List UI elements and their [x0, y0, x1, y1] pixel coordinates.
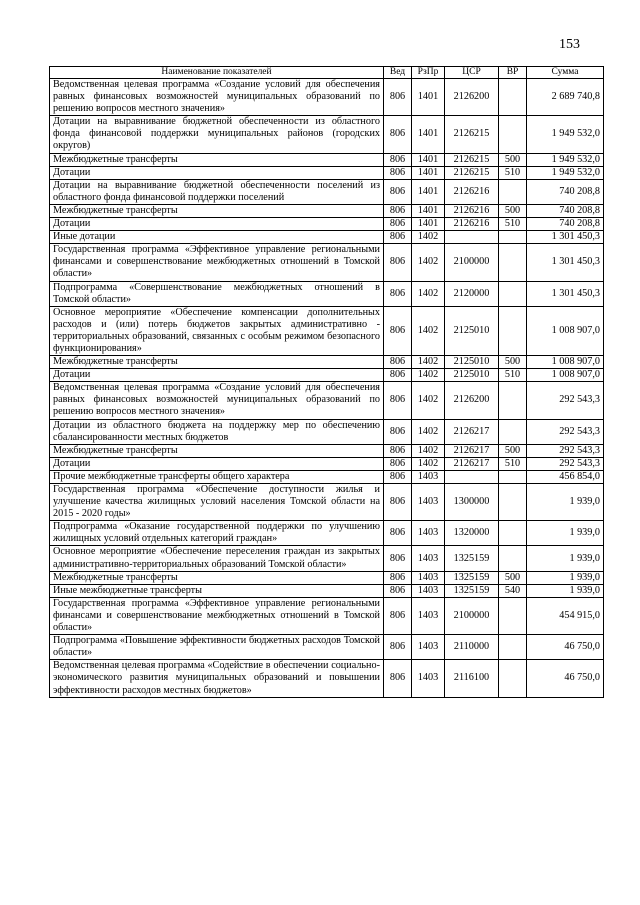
cell-ved: 806: [384, 281, 412, 306]
cell-ved: 806: [384, 660, 412, 697]
cell-ved: 806: [384, 584, 412, 597]
cell-sum: 740 208,8: [527, 218, 604, 231]
cell-csr: [445, 470, 499, 483]
cell-rzpr: 1401: [412, 204, 445, 217]
column-header-rzpr: РзПр: [412, 67, 445, 79]
table-row: [50, 166, 604, 179]
cell-ved: 806: [384, 635, 412, 660]
cell-vr: [499, 79, 527, 116]
table-header-row: [50, 67, 604, 79]
cell-csr: 2126217: [445, 444, 499, 457]
column-header-ved: Вед: [384, 67, 412, 79]
cell-vr: [499, 231, 527, 244]
cell-ved: 806: [384, 597, 412, 634]
cell-csr: 2126215: [445, 166, 499, 179]
cell-ved: 806: [384, 166, 412, 179]
cell-rzpr: 1402: [412, 356, 445, 369]
table-body: [50, 79, 604, 698]
cell-rzpr: 1402: [412, 306, 445, 355]
cell-ved: 806: [384, 546, 412, 571]
cell-rzpr: 1401: [412, 153, 445, 166]
table-row: [50, 218, 604, 231]
cell-name: Подпрограмма «Повышение эффективности бюджетных расходов Томской области»: [50, 635, 384, 660]
table-row: [50, 419, 604, 444]
cell-sum: 1 939,0: [527, 546, 604, 571]
cell-sum: 1 949 532,0: [527, 166, 604, 179]
cell-csr: 2100000: [445, 244, 499, 281]
cell-name: Межбюджетные трансферты: [50, 571, 384, 584]
table-row: [50, 484, 604, 521]
table-row: [50, 597, 604, 634]
cell-ved: 806: [384, 521, 412, 546]
table-row: [50, 204, 604, 217]
cell-vr: [499, 419, 527, 444]
cell-rzpr: 1402: [412, 419, 445, 444]
cell-csr: 2126216: [445, 179, 499, 204]
cell-sum: 454 915,0: [527, 597, 604, 634]
cell-sum: 1 939,0: [527, 484, 604, 521]
cell-rzpr: 1403: [412, 546, 445, 571]
cell-sum: 1 939,0: [527, 571, 604, 584]
cell-ved: 806: [384, 382, 412, 419]
cell-csr: 2126200: [445, 79, 499, 116]
cell-csr: 2120000: [445, 281, 499, 306]
cell-vr: [499, 116, 527, 153]
cell-rzpr: 1401: [412, 79, 445, 116]
cell-name: Дотации на выравнивание бюджетной обеспеченности из областного фонда финансовой поддержки муниципальных районов (городских округов): [50, 116, 384, 153]
cell-ved: 806: [384, 484, 412, 521]
cell-csr: 2126217: [445, 419, 499, 444]
cell-vr: [499, 597, 527, 634]
table-row: [50, 521, 604, 546]
table-row: [50, 444, 604, 457]
cell-vr: 500: [499, 571, 527, 584]
cell-ved: 806: [384, 369, 412, 382]
table-row: [50, 369, 604, 382]
cell-ved: 806: [384, 116, 412, 153]
cell-name: Государственная программа «Эффективное управление региональными финансами и совершенствование межбюджетных отношений в Томской области»: [50, 244, 384, 281]
cell-csr: 2125010: [445, 306, 499, 355]
cell-csr: 2126216: [445, 204, 499, 217]
cell-rzpr: 1403: [412, 484, 445, 521]
cell-name: Иные дотации: [50, 231, 384, 244]
cell-sum: 456 854,0: [527, 470, 604, 483]
cell-rzpr: 1402: [412, 244, 445, 281]
cell-csr: 1325159: [445, 584, 499, 597]
budget-table: [49, 66, 604, 698]
cell-name: Дотации из областного бюджета на поддержку мер по обеспечению сбалансированности местных бюджетов: [50, 419, 384, 444]
cell-sum: 292 543,3: [527, 457, 604, 470]
cell-vr: 510: [499, 166, 527, 179]
cell-rzpr: 1402: [412, 281, 445, 306]
cell-sum: 292 543,3: [527, 419, 604, 444]
cell-sum: 1 301 450,3: [527, 244, 604, 281]
cell-name: Дотации на выравнивание бюджетной обеспеченности поселений из областного фонда финансовой поддержки поселений: [50, 179, 384, 204]
cell-csr: 1325159: [445, 571, 499, 584]
cell-csr: 2110000: [445, 635, 499, 660]
table-row: [50, 231, 604, 244]
cell-ved: 806: [384, 457, 412, 470]
cell-ved: 806: [384, 218, 412, 231]
cell-ved: 806: [384, 244, 412, 281]
cell-rzpr: 1401: [412, 166, 445, 179]
cell-sum: 1 008 907,0: [527, 356, 604, 369]
cell-ved: 806: [384, 231, 412, 244]
table-row: [50, 382, 604, 419]
cell-name: Межбюджетные трансферты: [50, 356, 384, 369]
cell-name: Дотации: [50, 457, 384, 470]
cell-rzpr: 1403: [412, 521, 445, 546]
cell-vr: [499, 382, 527, 419]
cell-sum: 1 949 532,0: [527, 153, 604, 166]
cell-vr: 500: [499, 444, 527, 457]
table-row: [50, 356, 604, 369]
cell-csr: 2126215: [445, 153, 499, 166]
cell-csr: 2126217: [445, 457, 499, 470]
cell-ved: 806: [384, 419, 412, 444]
cell-ved: 806: [384, 204, 412, 217]
cell-name: Иные межбюджетные трансферты: [50, 584, 384, 597]
cell-name: Ведомственная целевая программа «Создание условий для обеспечения равных финансовых возможностей муниципальных образований по решению вопросов местного значения»: [50, 382, 384, 419]
cell-sum: 1 008 907,0: [527, 306, 604, 355]
table-row: [50, 457, 604, 470]
cell-rzpr: 1401: [412, 179, 445, 204]
table-row: [50, 635, 604, 660]
cell-csr: 2126215: [445, 116, 499, 153]
cell-name: Дотации: [50, 369, 384, 382]
cell-vr: 500: [499, 356, 527, 369]
cell-ved: 806: [384, 79, 412, 116]
table-row: [50, 584, 604, 597]
cell-vr: 500: [499, 204, 527, 217]
cell-rzpr: 1401: [412, 116, 445, 153]
cell-rzpr: 1403: [412, 660, 445, 697]
cell-csr: [445, 231, 499, 244]
cell-sum: 1 949 532,0: [527, 116, 604, 153]
cell-name: Межбюджетные трансферты: [50, 204, 384, 217]
cell-csr: 2126200: [445, 382, 499, 419]
column-header-csr: ЦСР: [445, 67, 499, 79]
cell-ved: 806: [384, 571, 412, 584]
cell-ved: 806: [384, 356, 412, 369]
cell-vr: [499, 281, 527, 306]
page-number: 153: [559, 37, 580, 52]
cell-name: Прочие межбюджетные трансферты общего характера: [50, 470, 384, 483]
cell-rzpr: 1401: [412, 218, 445, 231]
cell-rzpr: 1403: [412, 635, 445, 660]
cell-sum: 1 939,0: [527, 584, 604, 597]
cell-sum: 1 301 450,3: [527, 281, 604, 306]
column-header-sum: Сумма: [527, 67, 604, 79]
cell-sum: 740 208,8: [527, 204, 604, 217]
cell-csr: 2125010: [445, 369, 499, 382]
cell-ved: 806: [384, 470, 412, 483]
cell-name: Ведомственная целевая программа «Создание условий для обеспечения равных финансовых возможностей муниципальных образований по решению вопросов местного значения»: [50, 79, 384, 116]
cell-rzpr: 1402: [412, 444, 445, 457]
cell-vr: [499, 470, 527, 483]
cell-sum: 292 543,3: [527, 382, 604, 419]
cell-name: Межбюджетные трансферты: [50, 444, 384, 457]
cell-ved: 806: [384, 153, 412, 166]
column-header-vr: ВР: [499, 67, 527, 79]
cell-vr: [499, 484, 527, 521]
column-header-name: Наименование показателей: [50, 67, 384, 79]
cell-vr: [499, 546, 527, 571]
cell-vr: [499, 244, 527, 281]
cell-ved: 806: [384, 306, 412, 355]
cell-sum: 46 750,0: [527, 635, 604, 660]
cell-sum: 46 750,0: [527, 660, 604, 697]
cell-vr: [499, 521, 527, 546]
cell-ved: 806: [384, 444, 412, 457]
table-row: [50, 116, 604, 153]
cell-csr: 1320000: [445, 521, 499, 546]
cell-sum: 2 689 740,8: [527, 79, 604, 116]
table-row: [50, 470, 604, 483]
cell-ved: 806: [384, 179, 412, 204]
cell-vr: 510: [499, 218, 527, 231]
cell-sum: 1 301 450,3: [527, 231, 604, 244]
cell-name: Дотации: [50, 166, 384, 179]
cell-rzpr: 1403: [412, 571, 445, 584]
table-row: [50, 244, 604, 281]
cell-rzpr: 1402: [412, 457, 445, 470]
cell-vr: 500: [499, 153, 527, 166]
cell-vr: 540: [499, 584, 527, 597]
cell-rzpr: 1403: [412, 597, 445, 634]
cell-vr: [499, 660, 527, 697]
cell-name: Государственная программа «Эффективное управление региональными финансами и совершенствование межбюджетных отношений в Томской области»: [50, 597, 384, 634]
cell-name: Подпрограмма «Оказание государственной поддержки по улучшению жилищных условий отдельных категорий граждан»: [50, 521, 384, 546]
cell-sum: 1 008 907,0: [527, 369, 604, 382]
cell-rzpr: 1402: [412, 382, 445, 419]
cell-vr: 510: [499, 457, 527, 470]
table-row: [50, 281, 604, 306]
cell-rzpr: 1403: [412, 470, 445, 483]
table-row: [50, 179, 604, 204]
table-row: [50, 546, 604, 571]
cell-csr: 1325159: [445, 546, 499, 571]
table-row: [50, 306, 604, 355]
cell-sum: 740 208,8: [527, 179, 604, 204]
table-row: [50, 79, 604, 116]
cell-csr: 1300000: [445, 484, 499, 521]
cell-vr: [499, 306, 527, 355]
cell-sum: 1 939,0: [527, 521, 604, 546]
table-row: [50, 571, 604, 584]
cell-vr: [499, 635, 527, 660]
cell-csr: 2116100: [445, 660, 499, 697]
table-row: [50, 153, 604, 166]
cell-csr: 2100000: [445, 597, 499, 634]
cell-name: Государственная программа «Обеспечение доступности жилья и улучшение качества жилищных условий населения Томской области на 2015 - 2020 годы»: [50, 484, 384, 521]
cell-csr: 2125010: [445, 356, 499, 369]
cell-csr: 2126216: [445, 218, 499, 231]
cell-rzpr: 1402: [412, 231, 445, 244]
cell-name: Дотации: [50, 218, 384, 231]
cell-name: Основное мероприятие «Обеспечение переселения граждан из закрытых административно-территориальных образований Томской области»: [50, 546, 384, 571]
table-row: [50, 660, 604, 697]
cell-vr: 510: [499, 369, 527, 382]
cell-rzpr: 1403: [412, 584, 445, 597]
cell-name: Подпрограмма «Совершенствование межбюджетных отношений в Томской области»: [50, 281, 384, 306]
cell-vr: [499, 179, 527, 204]
cell-rzpr: 1402: [412, 369, 445, 382]
cell-name: Межбюджетные трансферты: [50, 153, 384, 166]
cell-name: Ведомственная целевая программа «Содействие в обеспечении социально-экономического развития муниципальных образований и повышении эффективности расходов местных бюджетов»: [50, 660, 384, 697]
cell-sum: 292 543,3: [527, 444, 604, 457]
cell-name: Основное мероприятие «Обеспечение компенсации дополнительных расходов и (или) потерь бюджетов закрытых административно - территориальных образований, связанных с особым режимом безопасного функционирования»: [50, 306, 384, 355]
